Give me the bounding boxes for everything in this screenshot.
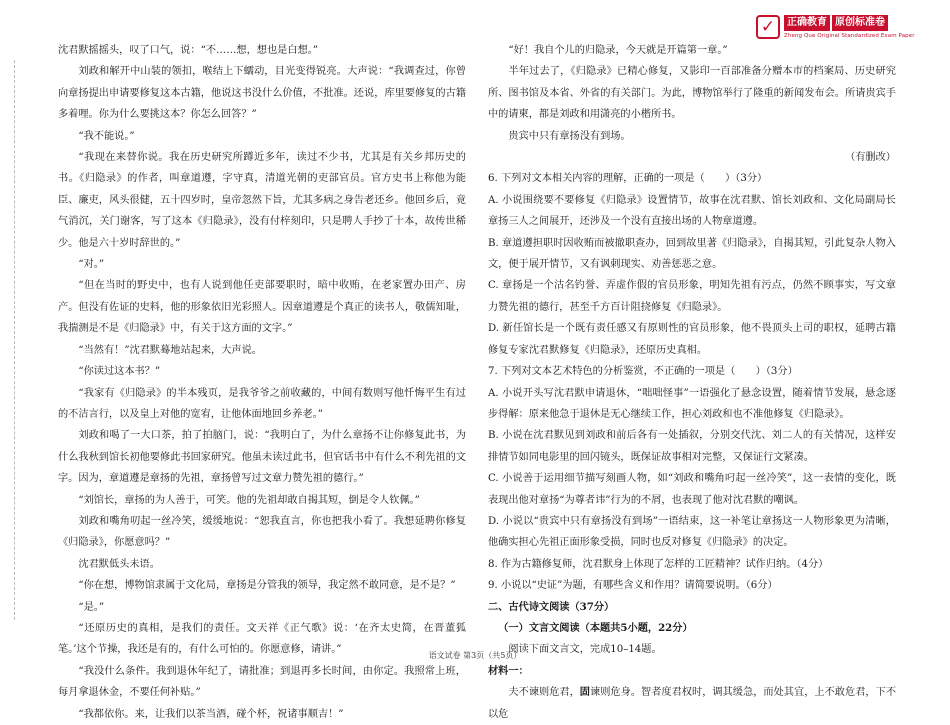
paragraph: 贵宾中只有章扬没有到场。 (508, 130, 631, 142)
paragraph: “我不能说。” (78, 130, 135, 142)
material-label: 材料一： (488, 664, 529, 677)
option-6d: D. 新任馆长是一个既有责任感又有原则性的官员形象，他不畏顶头上司的职权，延聘古籍修复专家沈君默修复《归隐录》，还原历史真相。 (488, 323, 896, 356)
section-title: 二、古代诗文阅读（37分） (488, 600, 615, 613)
brand-name-primary: 正确教育 (784, 15, 830, 31)
paragraph: “我都依你。来，让我们以茶当酒，碰个杯，祝诸事顺吉！” (78, 708, 344, 720)
subsection-title: （一）文言文阅读（本题共5小题，22分） (498, 621, 693, 634)
right-column (488, 40, 896, 725)
option-7a: A. 小说开头写沈君默申请退休，“咄咄怪事”一语强化了悬念设置，随着情节发展，悬念逐步得解：原来他急于退休是无心继续工作，担心刘政和也不准他修复《归隐录》。 (488, 387, 896, 420)
material-text-bold: 固 (579, 686, 590, 699)
question-7: 7. 下列对文本艺术特色的分析鉴赏，不正确的一项是（ ）（3分） (488, 366, 798, 378)
question-6: 6. 下列对文本相关内容的理解，正确的一项是（ ）（3分） (488, 173, 768, 185)
paragraph: “对。” (78, 259, 105, 271)
paragraph: “但在当时的野史中，也有人说到他任吏部要职时，暗中收贿，在老家置办田产、房产。但没有佐证的史料，他的形象依旧光彩照人。因章道遵是个真正的读书人，敬儒知耻，我揣测是不是《归隐录》中，有关于这方面的文字。” (58, 280, 466, 335)
paragraph: “是。” (78, 601, 105, 613)
brand-subtitle: Zheng Que Original Standardized Exam Paper (784, 32, 915, 39)
paragraph: 沈君默摇摇头，叹了口气，说：“不……想，想也是白想。” (58, 45, 319, 56)
material-text (488, 682, 896, 725)
paragraph: “我没什么条件。我到退休年纪了，请批准；到退再多长时间，由你定。我照常上班，每月拿退休金，不要任何补贴。” (58, 665, 466, 699)
paragraph: “还原历史的真相，是我们的责任。文天祥《正气歌》说：‘在齐太史简，在晋董狐笔。’这个节操，我还是有的，有什么可怕的。你愿意修，请讲。” (58, 622, 466, 656)
left-column (58, 40, 466, 725)
brand-text (784, 15, 915, 40)
page-footer: 语文试卷 第3页（共5页） (428, 651, 522, 660)
paragraph: 刘政和嘴角叨起一丝冷笑，缓缓地说：“恕我直言，你也把我小看了。我想延聘你修复《归隐录》，你愿意吗？” (58, 515, 466, 549)
paragraph: 沈君默低头未语。 (78, 558, 160, 570)
material-text-start: 夫不谏则危君， (508, 687, 580, 699)
brand-name-secondary: 原创标准卷 (832, 15, 888, 31)
option-6c: C. 章扬是一个沽名钓誉、弄虚作假的官员形象，明知先祖有污点，仍然不顾事实，写文章力赞先祖的德行，甚至千方百计阻挠修复《归隐录》。 (488, 280, 896, 313)
option-7d: D. 小说以“贵宾中只有章扬没有到场”一语结束，这一补笔让章扬这一人物形象更为清晰，他确实担心先祖正面形象受损，同时也反对修复《归隐录》的决定。 (488, 515, 896, 549)
checkmark-logo-icon: ✓ (756, 15, 780, 39)
paragraph: 刘政和解开中山装的领扣，喉结上下蠕动，目光变得锐亮。大声说：“我调查过，你曾向章扬提出申请要修复这本古籍，他说这书没什么价值，不批准。还说，库里要修复的古籍多着哩。你为什么要挑这本？你怎么回答？” (58, 66, 466, 121)
option-7b: B. 小说在沈君默见到刘政和前后各有一处插叙，分别交代沈、刘二人的有关情况，这样安排情节如同电影里的回闪镜头，既保证故事相对完整，又保证行文紧凑。 (488, 430, 896, 463)
brand-badge (756, 10, 915, 44)
paragraph: “刘馆长，章扬的为人善于，可笑。他的先祖却敢自揭其短，倒是令人钦佩。” (78, 494, 420, 506)
option-6a: A. 小说围绕要不要修复《归隐录》设置情节，故事在沈君默、馆长刘政和、文化局副局长章扬三人之间展开，还涉及一个没有直接出场的人物章道遵。 (488, 194, 896, 228)
paragraph: “你在想，博物馆隶属于文化局，章扬是分管我的领导，我定然不敢同意，是不是？” (78, 580, 456, 592)
source-note: （有删改） (845, 152, 896, 164)
option-6b: B. 章道遵担职时因收贿而被撤职查办，回到故里著《归隐录》，自揭其短，引此复杂人物入文，便于展开情节，又有讽刺现实、劝善惩恶之意。 (488, 237, 896, 271)
question-8: 8. 作为古籍修复师，沈君默身上体现了怎样的工匠精神？试作归纳。（4分） (488, 558, 829, 570)
paragraph: “好！我自个儿的归隐录，今天就是开篇第一章。” (508, 45, 728, 56)
paragraph: “我家有《归隐录》的半本残页，是我爷爷之前收藏的，中间有数则写他忏悔平生有过的不洁言行，以及皇上对他的宽宥，让他体面地回乡养老。” (58, 387, 466, 420)
option-7c: C. 小说善于运用细节描写刻画人物，如“刘政和嘴角叼起一丝冷笑”，这一表情的变化，既表现出他对章扬“为尊者讳”行为的不屑，也表现了他对沈君默的嘲讽。 (488, 473, 896, 506)
fold-line (14, 60, 16, 620)
paragraph: 半年过去了，《归隐录》已精心修复，又影印一百部准备分赠本市的档案局、历史研究所、图书馆及本省、外省的有关部门。为此，博物馆举行了隆重的新闻发布会。所请贵宾手中的请柬，都是刘政和用潇亮的小楷所书。 (488, 66, 896, 121)
question-9: 9. 小说以“史证”为题，有哪些含义和作用？请简要说明。（6分） (488, 580, 778, 592)
instruction: 阅读下面文言文，完成10–14题。 (508, 644, 662, 656)
paragraph: 刘政和喝了一大口茶，拍了拍脑门，说：“我明白了，为什么章扬不让你修复此书，为什么我秋到馆长初他要修此书回家研究。他虽未读过此书，但官话书中有什么不利先祖的文字。因为，章道遵是章扬的先祖，章扬曾写过文章力赞先祖的德行。” (58, 430, 466, 485)
paragraph: “我现在来替你说。我在历史研究所蹲近多年，读过不少书，尤其是有关乡邦历史的书。《归隐录》的作者，叫章道遵，字守真，清道光朝的吏部官员。官方史书上称他为能臣、廉吏，风头很健，五十四岁时，皇帝忽然下旨，尤其多病之身告老还乡。他回乡后，竟气消沉，关门谢客，写了这本《归隐录》，没有付梓刻印，只是聘人手抄了十本，故传世稀少。他是六十岁时辞世的。” (58, 152, 466, 249)
paragraph: “你读过这本书？” (78, 366, 161, 378)
material-text-rest: 谏则危身。智者度君权时，调其缓急，而处其宜，上不敢危君，下不以危 (488, 687, 897, 720)
paragraph: “当然有！”沈君默蓦地站起来，大声说。 (78, 344, 262, 356)
